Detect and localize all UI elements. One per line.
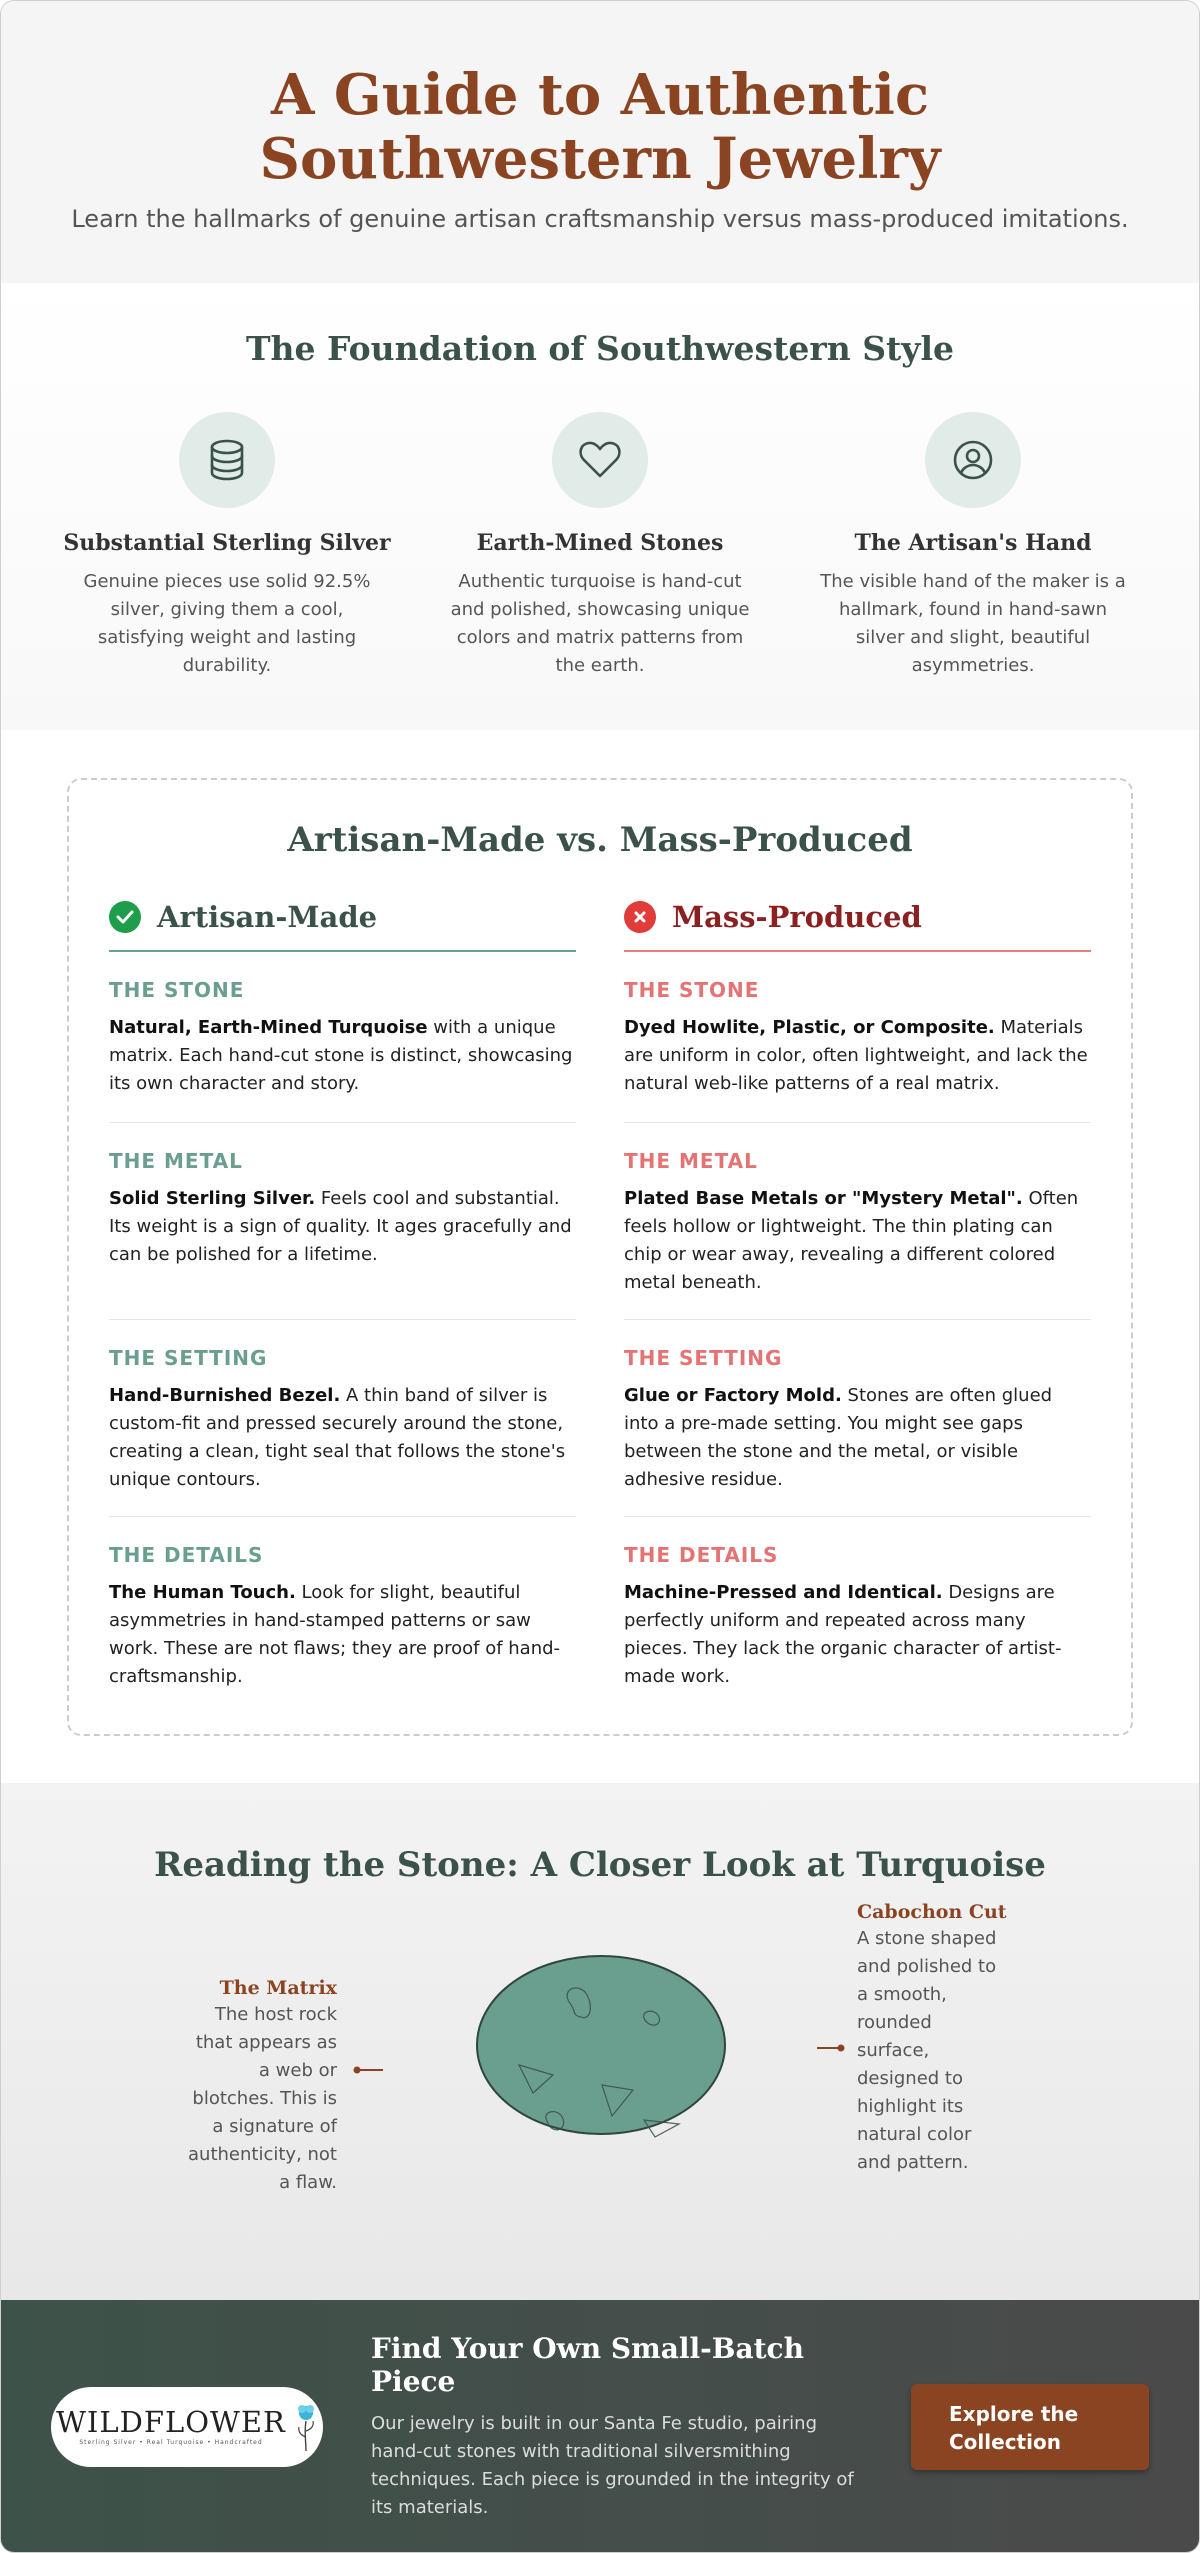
item-label: THE SETTING	[109, 1346, 268, 1370]
cabochon-annotation	[857, 1899, 1007, 2177]
user-circle-icon	[925, 412, 1021, 508]
pillar-title: Substantial Sterling Silver	[63, 530, 391, 556]
pillar-title: The Artisan's Hand	[854, 530, 1092, 556]
cta-text: Our jewelry is built in our Santa Fe studio, pairing hand-cut stones with traditional silversmithing techniques. Each piece is grounded in the integrity of its materials.	[371, 2412, 854, 2518]
item-label: THE DETAILS	[109, 1543, 264, 1567]
cabochon-title: Cabochon Cut	[857, 1901, 1007, 1923]
artisan-item-details	[109, 1517, 576, 1691]
hero-section	[1, 1, 1199, 283]
item-text: Dyed Howlite, Plastic, or Composite. Materials are uniform in color, often lightweight, and lack the natural web-like patterns of a real matrix.	[624, 1017, 1088, 1094]
stone-section	[1, 1783, 1199, 2300]
item-text: The Human Touch. Look for slight, beautiful asymmetries in hand-stamped patterns or saw work. These are not flaws; they are proof of hand-craftsmanship.	[109, 1582, 561, 1687]
flower-icon	[294, 2401, 318, 2453]
coins-icon	[179, 412, 275, 508]
item-text: Machine-Pressed and Identical. Designs are perfectly uniform and repeated across many pieces. They lack the organic character of artist-made work.	[624, 1582, 1062, 1687]
mass-item-stone	[624, 952, 1091, 1123]
item-label: THE METAL	[624, 1149, 758, 1173]
stone-diagram	[1, 1885, 1199, 2265]
pillar-text: Authentic turquoise is hand-cut and polished, showcasing unique colors and matrix patterns from the earth.	[450, 571, 750, 676]
artisan-item-setting	[109, 1320, 576, 1517]
item-text: Solid Sterling Silver. Feels cool and substantial. Its weight is a sign of quality. It ages gracefully and can be polished for a lifetime.	[109, 1188, 572, 1265]
pillars	[1, 412, 1199, 680]
matrix-annotation	[187, 1975, 337, 2197]
pillar-silver	[61, 412, 394, 680]
item-label: THE DETAILS	[624, 1543, 779, 1567]
mass-header	[624, 900, 1091, 952]
stone-title: Reading the Stone: A Closer Look at Turquoise	[154, 1845, 1046, 1885]
heart-icon	[552, 412, 648, 508]
item-label: THE STONE	[109, 978, 245, 1002]
mass-item-metal	[624, 1123, 1091, 1320]
matrix-title: The Matrix	[219, 1977, 337, 1999]
item-text: Plated Base Metals or "Mystery Metal". Often feels hollow or lightweight. The thin plating can chip or wear away, revealing a different colored metal beneath.	[624, 1188, 1079, 1293]
comparison-title: Artisan-Made vs. Mass-Produced	[287, 820, 913, 860]
pillar-text: Genuine pieces use solid 92.5% silver, giving them a cool, satisfying weight and lasting durability.	[83, 571, 371, 676]
artisan-item-stone	[109, 952, 576, 1123]
item-text: Hand-Burnished Bezel. A thin band of silver is custom-fit and pressed securely around the stone, creating a clean, tight seal that follows the stone's unique contours.	[109, 1385, 566, 1490]
comparison-section	[1, 730, 1199, 1783]
x-circle-icon	[624, 901, 656, 933]
mass-item-details	[624, 1517, 1091, 1691]
cabochon-text: A stone shaped and polished to a smooth, rounded surface, designed to highlight its natural color and pattern.	[857, 1928, 997, 2173]
artisan-heading: Artisan-Made	[157, 900, 378, 934]
pillar-text: The visible hand of the maker is a hallmark, found in hand-sawn silver and slight, beautiful asymmetries.	[820, 571, 1126, 676]
artisan-column	[109, 900, 576, 1691]
cta-copy	[371, 2332, 855, 2522]
mass-item-setting	[624, 1320, 1091, 1517]
page-title: A Guide to Authentic Southwestern Jewelry	[259, 62, 941, 192]
item-text: Natural, Earth-Mined Turquoise with a unique matrix. Each hand-cut stone is distinct, showcasing its own character and story.	[109, 1017, 573, 1094]
logo-name: WILDFLOWER	[56, 2405, 286, 2439]
item-label: THE STONE	[624, 978, 760, 1002]
mass-column	[624, 900, 1091, 1691]
turquoise-stone	[477, 1956, 725, 2134]
page-subtitle: Learn the hallmarks of genuine artisan craftsmanship versus mass-produced imitations.	[71, 205, 1129, 233]
artisan-header	[109, 900, 576, 952]
item-label: THE METAL	[109, 1149, 243, 1173]
logo	[51, 2387, 323, 2467]
item-label: THE SETTING	[624, 1346, 783, 1370]
logo-tagline: Sterling Silver • Real Turquoise • Handcrafted	[79, 2439, 263, 2446]
comparison-card	[67, 778, 1133, 1736]
pillar-stones	[434, 412, 767, 680]
foundation-section	[1, 283, 1199, 730]
pillar-artisan	[807, 412, 1140, 680]
cta-heading: Find Your Own Small-Batch Piece	[371, 2331, 804, 2398]
cta-section	[1, 2300, 1199, 2553]
artisan-item-metal	[109, 1123, 576, 1320]
check-circle-icon	[109, 901, 141, 933]
matrix-text: The host rock that appears as a web or blotches. This is a signature of authenticity, not a flaw.	[188, 2004, 337, 2193]
pillar-title: Earth-Mined Stones	[476, 530, 724, 556]
item-text: Glue or Factory Mold. Stones are often glued into a pre-made setting. You might see gaps between the stone and the metal, or visible adhesive residue.	[624, 1385, 1053, 1490]
foundation-title: The Foundation of Southwestern Style	[245, 329, 955, 368]
turquoise-illustration	[341, 1925, 861, 2165]
explore-collection-button[interactable]: Explore the Collection	[911, 2384, 1149, 2470]
mass-heading: Mass-Produced	[672, 900, 922, 934]
